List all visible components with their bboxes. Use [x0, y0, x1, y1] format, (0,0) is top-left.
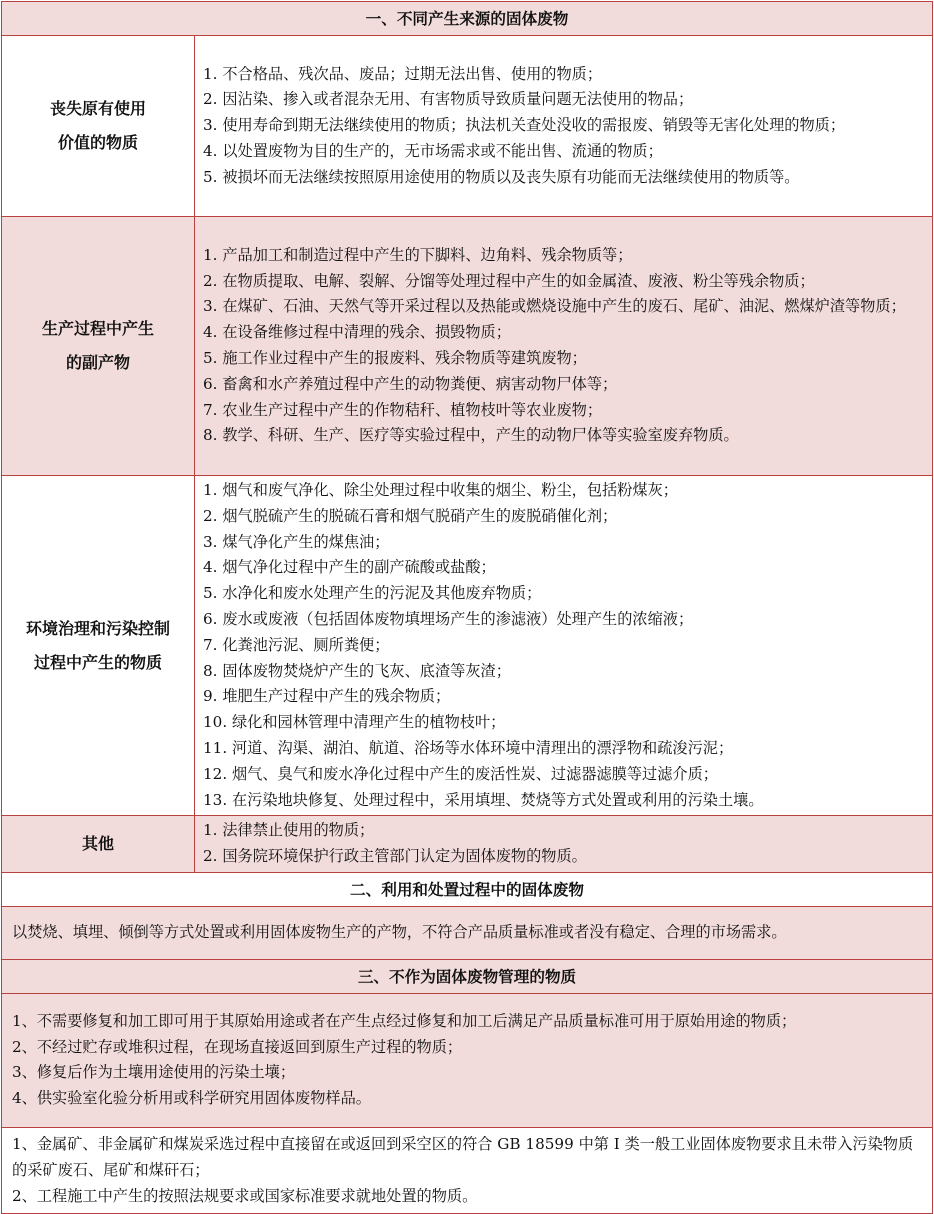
list-item: 3、修复后作为土壤用途使用的污染土壤； — [12, 1063, 296, 1082]
category-cell — [2, 217, 195, 476]
items-cell — [195, 476, 933, 816]
section-2-header-row — [2, 872, 933, 906]
list-item: 10. 绿化和园林管理中清理产生的植物枝叶； — [203, 713, 506, 732]
list-item: 1. 烟气和废气净化、除尘处理过程中收集的烟尘、粉尘，包括粉煤灰； — [203, 481, 678, 499]
list-item: 3. 在煤矿、石油、天然气等开采过程以及热能或燃烧设施中产生的废石、尾矿、油泥、燃煤炉渣等物质； — [203, 297, 906, 316]
list-item: 1. 产品加工和制造过程中产生的下脚料、边角料、残余物质等； — [203, 245, 633, 264]
section-3-body-row-b — [2, 1127, 933, 1213]
category-label-line: 生产过程中产生 — [41, 319, 154, 338]
list-item: 12. 烟气、臭气和废水净化过程中产生的废活性炭、过滤器滤膜等过滤介质； — [203, 764, 718, 783]
list-item: 1. 法律禁止使用的物质； — [203, 821, 375, 840]
list-item: 2. 国务院环境保护行政主管部门认定为固体废物的物质。 — [203, 847, 587, 866]
section-3-header-row — [2, 959, 933, 993]
list-item: 4、供实验室化验分析用或科学研究用固体废物样品。 — [12, 1089, 371, 1108]
list-item: 2、不经过贮存或堆积过程，在现场直接返回到原生产过程的物质； — [12, 1037, 463, 1056]
items-cell — [195, 816, 933, 873]
items-cell — [195, 36, 933, 217]
category-label-line: 过程中产生的物质 — [33, 652, 162, 672]
list-item: 7. 农业生产过程中产生的作物秸秆、植物枝叶等农业废物； — [203, 400, 603, 419]
category-label-line: 的副产物 — [65, 353, 130, 372]
list-item: 11. 河道、沟渠、湖泊、航道、浴场等水体环境中清理出的漂浮物和疏浚污泥； — [203, 738, 734, 757]
list-item: 2. 在物质提取、电解、裂解、分馏等处理过程中产生的如金属渣、废液、粉尘等残余物质； — [203, 271, 815, 290]
category-cell — [2, 36, 195, 217]
list-item: 1、不需要修复和加工即可用于其原始用途或者在产生点经过修复和加工后满足产品质量标准可用于原始用途的物质； — [12, 1011, 797, 1030]
list-item: 1、金属矿、非金属矿和煤炭采选过程中直接留在或返回到采空区的符合 GB 18599 中第 I 类一般工业固体废物要求且未带入污染物质的采矿废石、尾矿和煤矸石； — [12, 1134, 914, 1179]
list-item: 8. 教学、科研、生产、医疗等实验过程中，产生的动物尸体等实验室废弃物质。 — [203, 426, 739, 445]
category-label-line: 其他 — [81, 834, 114, 854]
category-row — [2, 816, 933, 873]
section-1-title: 一、不同产生来源的固体废物 — [2, 2, 933, 36]
list-item: 1. 不合格品、残次品、废品；过期无法出售、使用的物质； — [203, 64, 603, 83]
list-item: 3. 使用寿命到期无法继续使用的物质；执法机关查处没收的需报废、销毁等无害化处理的物质； — [203, 116, 846, 135]
solid-waste-table — [1, 1, 933, 1214]
section-3-body-row-a — [2, 993, 933, 1127]
list-item: 3. 煤气净化产生的煤焦油； — [203, 532, 390, 551]
list-item: 5. 施工作业过程中产生的报废料、残余物质等建筑废物； — [203, 349, 587, 367]
list-item: 5. 被损坏而无法继续按照原用途使用的物质以及丧失原有功能而无法继续使用的物质等。 — [203, 167, 800, 186]
list-item: 7. 化粪池污泥、厕所粪便； — [203, 635, 390, 654]
category-row — [2, 476, 933, 816]
list-item: 8. 固体废物焚烧炉产生的飞灰、底渣等灰渣； — [203, 661, 511, 680]
items-cell — [195, 217, 933, 476]
category-label-line: 丧失原有使用 — [49, 99, 146, 118]
category-row — [2, 36, 933, 217]
list-item: 6. 畜禽和水产养殖过程中产生的动物粪便、病害动物尸体等； — [203, 374, 618, 393]
list-item: 2. 因沾染、掺入或者混杂无用、有害物质导致质量问题无法使用的物品； — [203, 90, 694, 109]
list-item: 5. 水净化和废水处理产生的污泥及其他废弃物质； — [203, 584, 542, 603]
list-item: 4. 在设备维修过程中清理的残余、损毁物质； — [203, 323, 511, 342]
section-3-items-a — [2, 993, 933, 1127]
category-label-line: 环境治理和污染控制 — [25, 618, 170, 638]
category-label-line: 价值的物质 — [57, 133, 138, 152]
list-item: 13. 在污染地块修复、处理过程中，采用填埋、焚烧等方式处置或利用的污染土壤。 — [203, 790, 764, 809]
section-1-header-row — [2, 2, 933, 36]
section-2-text: 以焚烧、填埋、倾倒等方式处置或利用固体废物生产的产物，不符合产品质量标准或者没有稳定、合理的市场需求。 — [2, 906, 933, 959]
list-item: 6. 废水或废液（包括固体废物填埋场产生的渗滤液）处理产生的浓缩液； — [203, 609, 694, 628]
section-2-title: 二、利用和处置过程中的固体废物 — [2, 872, 933, 906]
section-3-title: 三、不作为固体废物管理的物质 — [2, 959, 933, 993]
category-cell — [2, 476, 195, 816]
list-item: 2. 烟气脱硫产生的脱硫石膏和烟气脱硝产生的废脱硝催化剂； — [203, 506, 618, 525]
list-item: 4. 以处置废物为目的生产的，无市场需求或不能出售、流通的物质； — [203, 141, 663, 160]
list-item: 9. 堆肥生产过程中产生的残余物质； — [203, 687, 451, 706]
category-row — [2, 217, 933, 476]
list-item: 2、工程施工中产生的按照法规要求或国家标准要求就地处置的物质。 — [12, 1186, 478, 1205]
section-3-items-b — [2, 1127, 933, 1213]
category-cell — [2, 816, 195, 873]
section-2-body-row — [2, 906, 933, 959]
list-item: 4. 烟气净化过程中产生的副产硫酸或盐酸； — [203, 558, 496, 577]
